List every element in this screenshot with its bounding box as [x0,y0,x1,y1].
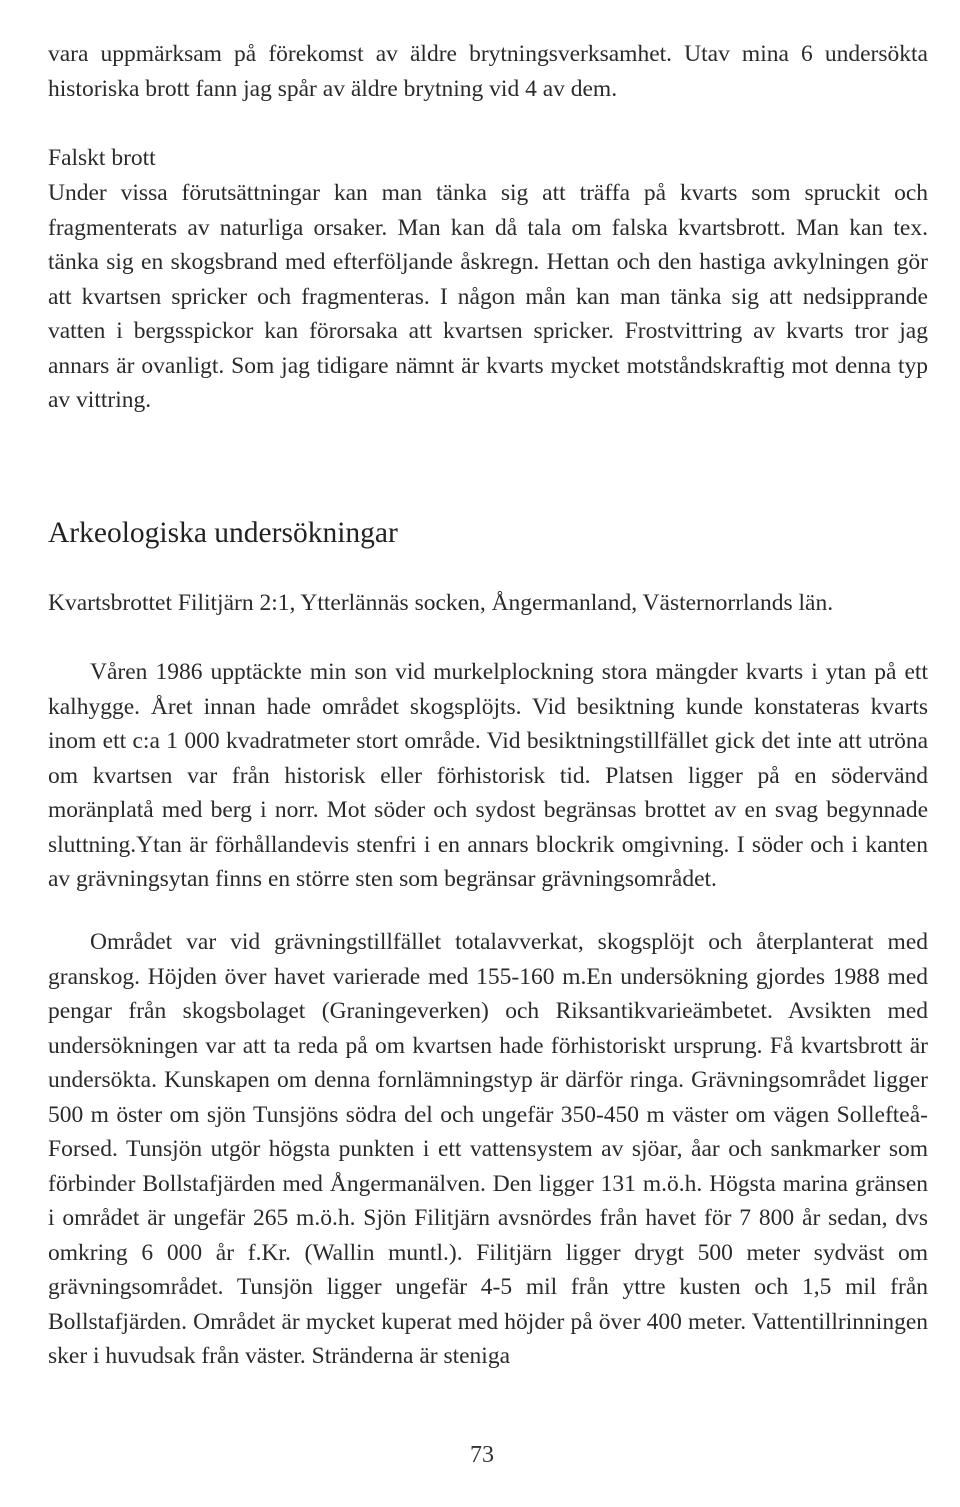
site-location: Kvartsbrottet Filitjärn 2:1, Ytterlännäs socken, Ångermanland, Västernorrlands län. [48,590,834,616]
false-quarry-heading: Falskt brott [48,145,156,171]
intro-paragraph: vara uppmärksam på förekomst av äldre brytningsverksamhet. Utav mina 6 undersökta historiska brott fann jag spår av äldre brytning vid 4 av dem. [48,41,928,102]
false-quarry-paragraph: Under vissa förutsättningar kan man tänka sig att träffa på kvarts som spruckit och fragmenterats av naturliga orsaker. Man kan då tala om falska kvartsbrott. Man kan tex. tänka sig en skogsbrand med efterföljande åskregn. Hettan och den hastiga avkylningen gör att kvartsen spricker och fragmenteras. I någon mån kan man tänka sig att nedsipprande vatten i bergsspickor kan förorsaka att kvartsen spricker. Frostvittring av kvarts tror jag annars är ovanligt. Som jag tidigare nämnt är kvarts mycket motståndskraftig mot denna typ av vittring. [48,180,928,413]
page-number: 73 [470,1442,494,1468]
section-title: Arkeologiska undersökningar [48,517,398,549]
body-paragraph-1: Våren 1986 upptäckte min son vid murkelplockning stora mängder kvarts i ytan på ett kalhygge. Året innan hade området skogsplöjts. Vid besiktning kunde konstateras kvarts inom ett c:a 1 000 kvadratmeter stort område. Vid besiktningstillfället gick det inte att utröna om kvartsen var från historisk eller förhistorisk tid. Platsen ligger på en södervänd moränplatå med berg i norr. Mot söder och sydost begränsas brottet av en svag begynnade sluttning.Ytan är förhållandevis stenfri i en annars blockrik omgivning. I söder och i kanten av grävningsytan finns en större sten som begränsar grävningsområdet. [48,659,928,892]
body-paragraph-2: Området var vid grävningstillfället totalavverkat, skogsplöjt och återplanterat med granskog. Höjden över havet varierade med 155-160 m.En undersökning gjordes 1988 med pengar från skogsbolaget (Graningeverken) och Riksantikvarieämbetet. Avsikten med undersökningen var att ta reda på om kvartsen hade förhistoriskt ursprung. Få kvartsbrott är undersökta. Kunskapen om denna fornlämningstyp är därför ringa. Grävningsområdet ligger 500 m öster om sjön Tunsjöns södra del och ungefär 350-450 m väster om vägen Sollefteå-Forsed. Tunsjön utgör högsta punkten i ett vattensystem av sjöar, åar och sankmarker som förbinder Bollstafjärden med Ångermanälven. Den ligger 131 m.ö.h. Högsta marina gränsen i området är ungefär 265 m.ö.h. Sjön Filitjärn avsnördes från havet för 7 800 år sedan, dvs omkring 6 000 år f.Kr. (Wallin muntl.). Filitjärn ligger drygt 500 meter sydväst om grävningsområdet. Tunsjön ligger ungefär 4-5 mil från yttre kusten och 1,5 mil från Bollstafjärden. Området är mycket kuperat med höjder på över 400 meter. Vattentillrinningen sker i huvudsak från väster. Stränderna är steniga [48,929,928,1369]
